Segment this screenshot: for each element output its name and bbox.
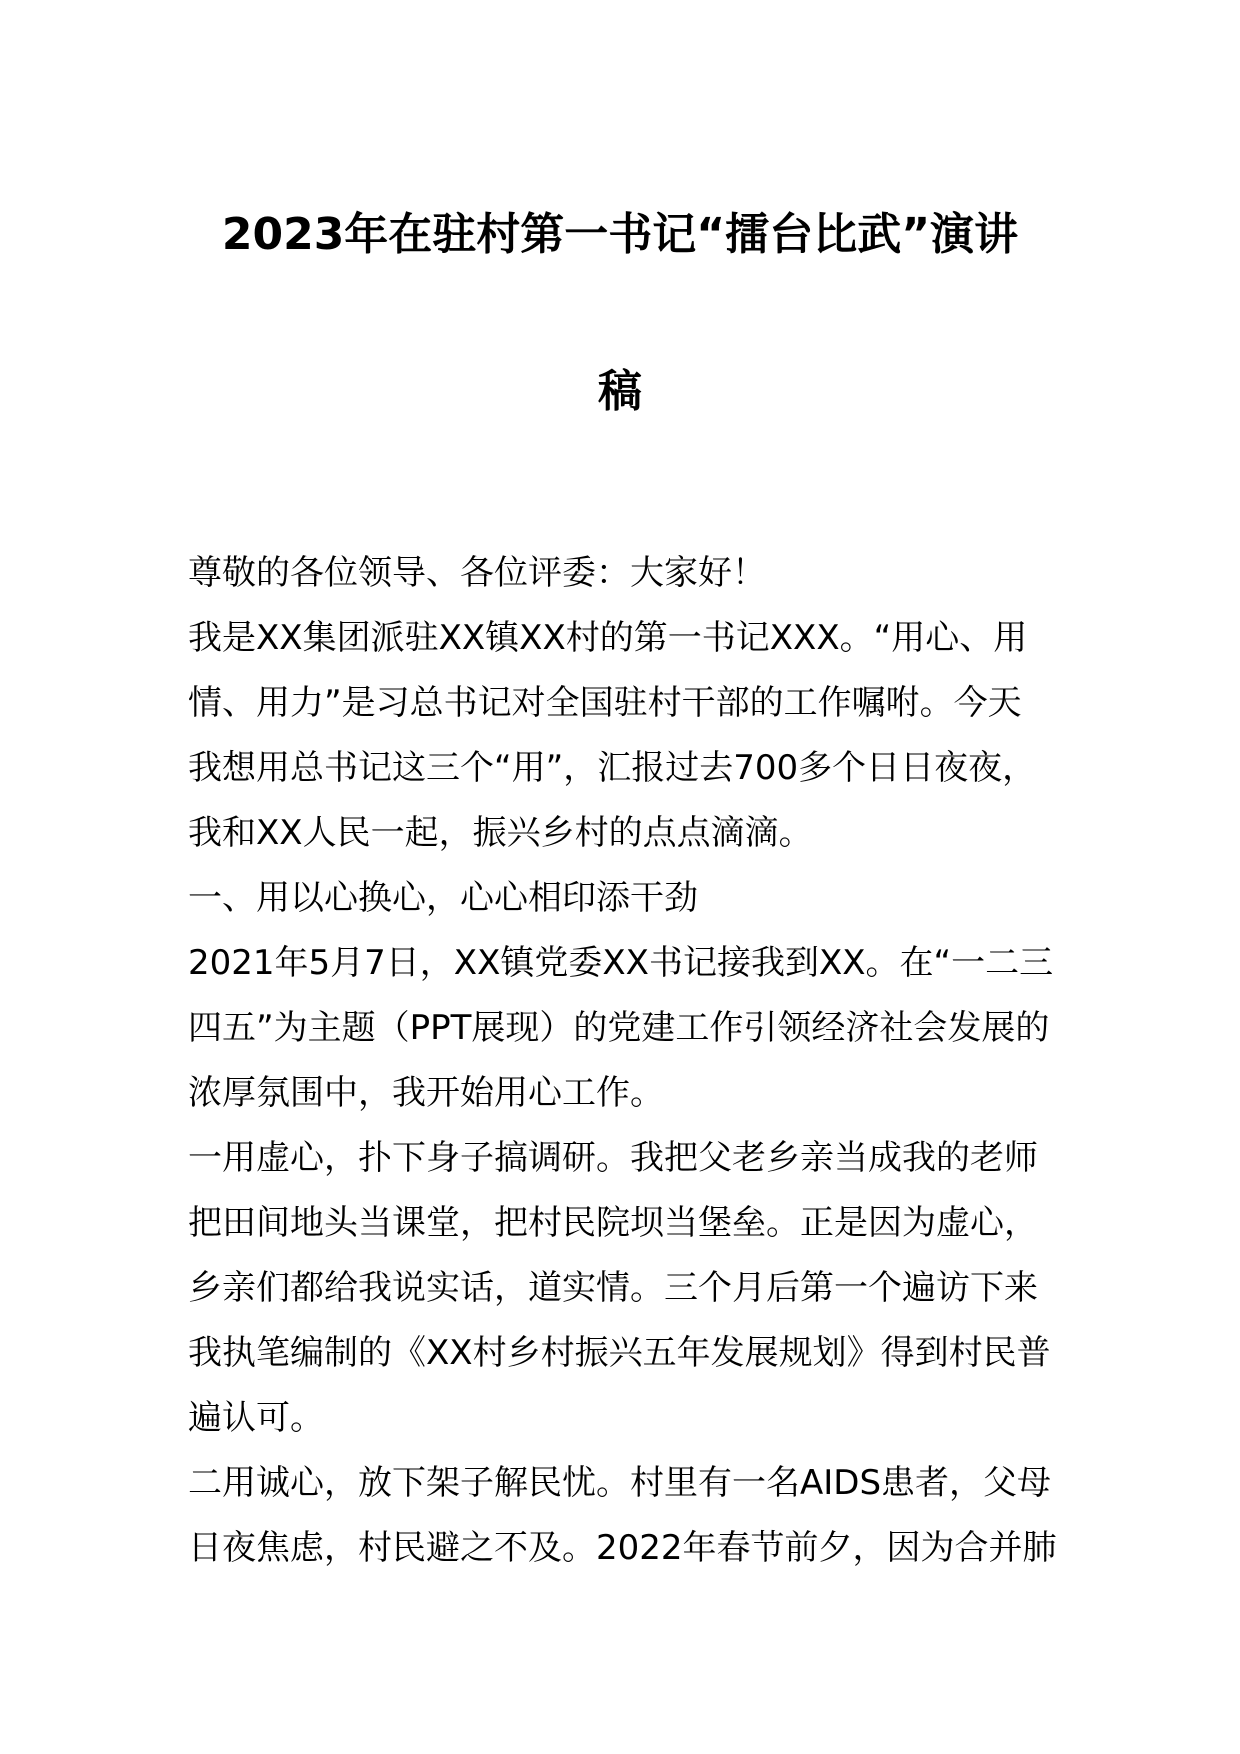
text-line: 我执笔编制的《XX村乡村振兴五年发展规划》得到村民普 <box>188 1333 1051 1373</box>
section-heading: 一、用以心换心，心心相印添干劲 <box>188 878 698 918</box>
text-line: 我是XX集团派驻XX镇XX村的第一书记XXX。“用心、用 <box>188 618 1028 658</box>
text-line: 四五”为主题（PPT展现）的党建工作引领经济社会发展的 <box>188 1008 1050 1048</box>
text-line: 日夜焦虑，村民避之不及。2022年春节前夕，因为合并肺 <box>188 1528 1057 1568</box>
text-line: 二用诚心，放下架子解民忧。村里有一名AIDS患者，父母 <box>188 1463 1052 1503</box>
text-line: 情、用力”是习总书记对全国驻村干部的工作嘱咐。今天 <box>188 683 1022 723</box>
text-line: 乡亲们都给我说实话，道实情。三个月后第一个遍访下来 <box>188 1268 1038 1308</box>
text-line: 浓厚氛围中，我开始用心工作。 <box>188 1073 664 1113</box>
text-line: 一用虚心，扑下身子搞调研。我把父老乡亲当成我的老师 <box>188 1138 1038 1178</box>
document-title-line-2: 稿 <box>598 366 642 417</box>
text-line: 2021年5月7日，XX镇党委XX书记接我到XX。在“一二三 <box>188 943 1054 983</box>
document-body <box>188 541 1068 1581</box>
text-line: 我和XX人民一起，振兴乡村的点点滴滴。 <box>188 813 813 853</box>
text-line: 尊敬的各位领导、各位评委：大家好！ <box>188 553 766 593</box>
document-title-line-1: 2023年在驻村第一书记“擂台比武”演讲 <box>221 209 1019 260</box>
text-line: 我想用总书记这三个“用”，汇报过去700多个日日夜夜， <box>188 748 1037 788</box>
text-line: 遍认可。 <box>188 1398 324 1438</box>
text-line: 把田间地头当课堂，把村民院坝当堡垒。正是因为虚心， <box>188 1203 1038 1243</box>
